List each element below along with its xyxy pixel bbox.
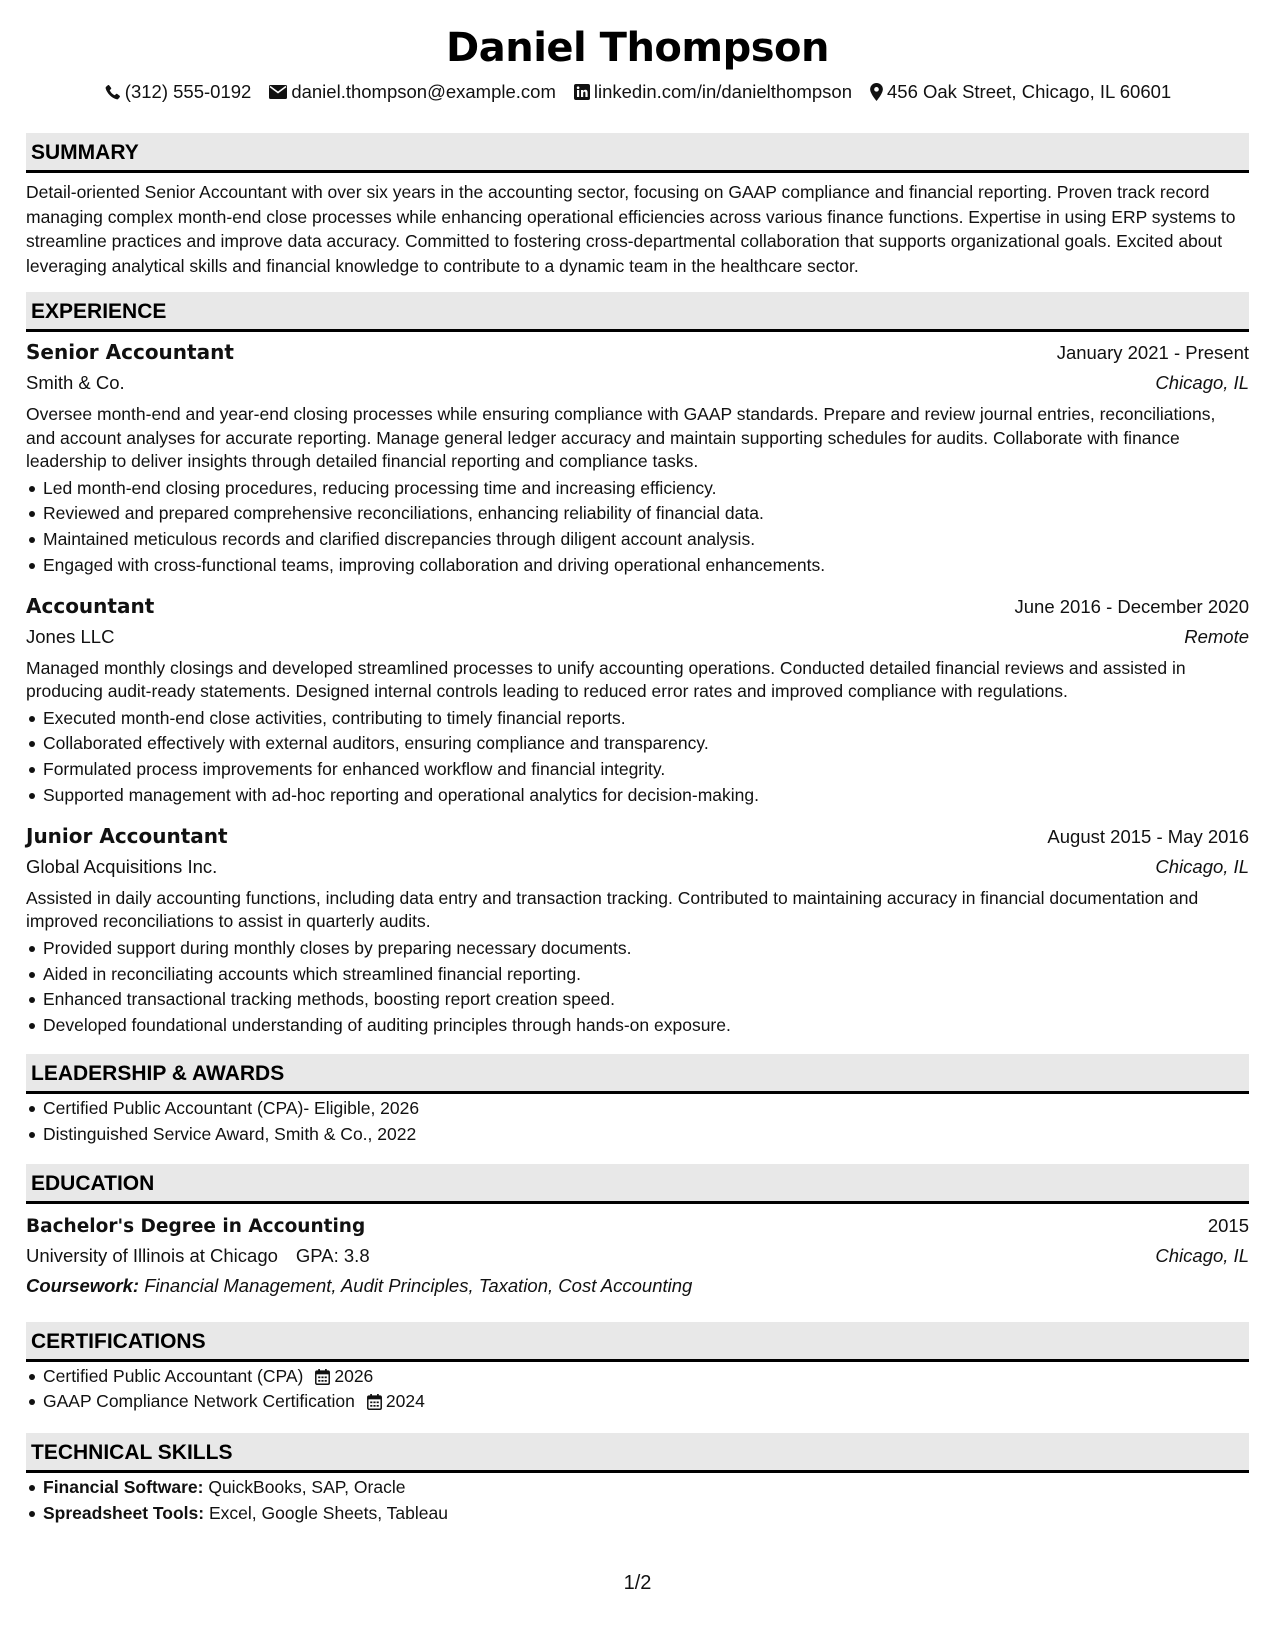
certifications-list bbox=[26, 1364, 1249, 1416]
section-heading-summary: SUMMARY bbox=[26, 133, 1249, 173]
job-bullet: Supported management with ad-hoc reporting and operational analytics for decision-making. bbox=[26, 783, 1249, 809]
linkedin-icon bbox=[574, 84, 590, 100]
contact-bar bbox=[26, 79, 1249, 105]
resume-page bbox=[26, 22, 1249, 1527]
skill-item bbox=[26, 1501, 1249, 1527]
job-bullet: Developed foundational understanding of auditing principles through hands-on exposure. bbox=[26, 1013, 1249, 1039]
summary-text: Detail-oriented Senior Accountant with over six years in the accounting sector, focusing on GAAP compliance and financial reporting. Proven track record managing complex month-end close processes while enhancing operational efficiencies across various finance functions. Expertise in using ERP systems to streamline practices and improve data accuracy. Committed to fostering cross-departmental collaboration that supports organizational goals. Excited about leveraging analytical skills and financial knowledge to contribute to a dynamic team in the healthcare sector. bbox=[26, 182, 1236, 276]
skills-list bbox=[26, 1475, 1249, 1527]
job-dates: August 2015 - May 2016 bbox=[1047, 825, 1249, 847]
job-entry bbox=[26, 822, 1249, 1039]
section-heading-certifications: CERTIFICATIONS bbox=[26, 1322, 1249, 1362]
certification-item bbox=[26, 1364, 1249, 1390]
coursework bbox=[26, 1271, 1249, 1301]
skill-item bbox=[26, 1475, 1249, 1501]
certification-name: GAAP Compliance Network Certification bbox=[43, 1391, 355, 1412]
job-bullets bbox=[26, 476, 1249, 579]
job-bullet: Maintained meticulous records and clarified discrepancies through diligent account analysis. bbox=[26, 527, 1249, 553]
section-heading-leadership: LEADERSHIP & AWARDS bbox=[26, 1054, 1249, 1094]
graduation-year: 2015 bbox=[1207, 1214, 1249, 1236]
job-dates: January 2021 - Present bbox=[1056, 342, 1249, 363]
section-heading-experience: EXPERIENCE bbox=[26, 292, 1249, 332]
coursework-label: Coursework: bbox=[26, 1274, 140, 1296]
gpa: GPA: 3.8 bbox=[295, 1244, 370, 1266]
skill-label: Financial Software: bbox=[43, 1477, 204, 1498]
job-dates: June 2016 - December 2020 bbox=[1014, 595, 1249, 617]
envelope-icon bbox=[269, 85, 287, 99]
school-location: Chicago, IL bbox=[1155, 1244, 1249, 1266]
job-entry bbox=[26, 338, 1249, 579]
job-bullet: Executed month-end close activities, contributing to timely financial reports. bbox=[26, 706, 1249, 732]
linkedin-text: linkedin.com/in/danielthompson bbox=[593, 81, 852, 102]
job-description: Oversee month-end and year-end closing processes while ensuring compliance with GAAP standards. Prepare and review journal entries, reconciliations, and account analyses for accurate reporting. Manage general ledger accuracy and maintain supporting schedules for audits. Collaborate with finance leadership to deliver insights through detailed financial reporting and compliance tasks. bbox=[26, 404, 1216, 471]
skill-value: QuickBooks, SAP, Oracle bbox=[208, 1477, 406, 1498]
phone-icon bbox=[104, 84, 121, 101]
job-location: Chicago, IL bbox=[1155, 372, 1249, 393]
job-company: Jones LLC bbox=[26, 625, 115, 647]
school-name: University of Illinois at Chicago bbox=[26, 1244, 278, 1266]
contact-address bbox=[870, 79, 1171, 105]
candidate-name: Daniel Thompson bbox=[446, 25, 829, 71]
job-title: Junior Accountant bbox=[26, 823, 228, 848]
awards-list bbox=[26, 1096, 1249, 1148]
job-bullet: Collaborated effectively with external auditors, ensuring compliance and transparency. bbox=[26, 731, 1249, 757]
job-bullets bbox=[26, 706, 1249, 809]
map-marker-icon bbox=[870, 83, 883, 101]
job-description: Managed monthly closings and developed streamlined processes to unify accounting operations. Conducted detailed financial reviews and assisted in producing audit-ready statements. Designed internal controls leading to reduced error rates and improved compliance with regulations. bbox=[26, 657, 1186, 702]
address-text: 456 Oak Street, Chicago, IL 60601 bbox=[887, 81, 1172, 102]
job-title: Senior Accountant bbox=[26, 340, 234, 364]
job-entry bbox=[26, 592, 1249, 809]
job-location: Remote bbox=[1184, 625, 1249, 647]
job-bullets bbox=[26, 936, 1249, 1039]
contact-email[interactable] bbox=[269, 79, 556, 105]
school-name-gpa bbox=[26, 1241, 370, 1271]
job-bullet: Provided support during monthly closes by preparing necessary documents. bbox=[26, 936, 1249, 962]
job-bullet: Aided in reconciliating accounts which streamlined financial reporting. bbox=[26, 962, 1249, 988]
degree-title: Bachelor's Degree in Accounting bbox=[26, 1215, 366, 1237]
contact-phone[interactable] bbox=[104, 79, 252, 105]
calendar-icon bbox=[367, 1394, 382, 1410]
job-bullet: Led month-end closing procedures, reducing processing time and increasing efficiency. bbox=[26, 476, 1249, 502]
job-bullet: Formulated process improvements for enhanced workflow and financial integrity. bbox=[26, 757, 1249, 783]
certification-name: Certified Public Accountant (CPA) bbox=[43, 1365, 304, 1386]
job-company: Smith & Co. bbox=[26, 372, 125, 393]
job-location: Chicago, IL bbox=[1155, 855, 1249, 877]
job-company: Global Acquisitions Inc. bbox=[26, 855, 218, 877]
job-bullet: Engaged with cross-functional teams, improving collaboration and driving operational enhancements. bbox=[26, 553, 1249, 579]
skill-label: Spreadsheet Tools: bbox=[43, 1503, 205, 1524]
job-title: Accountant bbox=[26, 593, 155, 618]
phone-text: (312) 555-0192 bbox=[124, 81, 252, 102]
contact-linkedin[interactable] bbox=[574, 79, 852, 105]
coursework-list: Financial Management, Audit Principles, Taxation, Cost Accounting bbox=[144, 1274, 693, 1296]
certification-item bbox=[26, 1389, 1249, 1415]
calendar-icon bbox=[315, 1369, 330, 1385]
section-heading-technical-skills: TECHNICAL SKILLS bbox=[26, 1433, 1249, 1473]
award-item: Certified Public Accountant (CPA)- Eligible, 2026 bbox=[26, 1096, 1249, 1122]
certification-year: 2024 bbox=[385, 1391, 425, 1412]
page-number: 1/2 bbox=[623, 1572, 652, 1594]
certification-year: 2026 bbox=[334, 1365, 374, 1386]
email-text: daniel.thompson@example.com bbox=[291, 81, 556, 102]
section-heading-education: EDUCATION bbox=[26, 1164, 1249, 1204]
education-entry bbox=[26, 1212, 1249, 1301]
job-bullet: Reviewed and prepared comprehensive reconciliations, enhancing reliability of financial data. bbox=[26, 501, 1249, 527]
job-bullet: Enhanced transactional tracking methods, boosting report creation speed. bbox=[26, 987, 1249, 1013]
job-description: Assisted in daily accounting functions, including data entry and transaction tracking. Contributed to maintaining accuracy in financial documentation and improved reconciliations to assist in quarterly audits. bbox=[26, 887, 1199, 932]
skill-value: Excel, Google Sheets, Tableau bbox=[208, 1503, 448, 1524]
award-item: Distinguished Service Award, Smith & Co., 2022 bbox=[26, 1122, 1249, 1148]
